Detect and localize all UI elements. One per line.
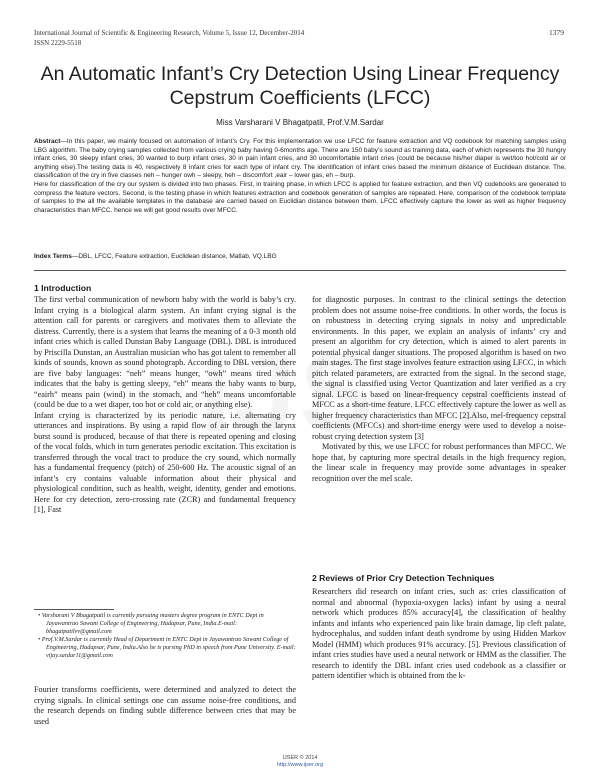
page-number: 1379 (549, 28, 564, 37)
footnote-1-text: Varsharani V Bhagatpatil is currently pursuing masters degree program in ENTC Dept in Jayawantrao Sawant College of Engineering, Hadapsar, Pune, India.E-mail: bhagatpatilvv@gmail.com (41, 612, 264, 635)
intro-paragraph-3: Fourier transforms coefficients, were determined and analyzed to detect the crying signals. In clinical settings one can assume noise-free conditions, and the research depends on finding subtle difference between cries that may be used (34, 685, 296, 726)
footnotes (34, 612, 296, 660)
footer-url: http://www.ijser.org (276, 762, 324, 768)
journal-header (34, 28, 304, 48)
abstract-label: Abstract (34, 138, 61, 145)
footnote-divider (34, 609, 114, 610)
intro-paragraph-1: The first verbal communication of newborn baby with the world is baby’s cry. Infant crying is a biological alarm system. An infant crying signal is the attention call for parents or caregivers and motivates them to alleviate the distress. Currently, there is a system that learns the meaning of a 0-3 month old infant cries which is called Dunstan Baby Language (DBL). DBL is introduced by Priscilla Dunstan, an Australian musician who has got talent to remember all kinds of sounds, known as sound photograph. According to DBL version, there are five baby languages: “neh” means hunger, “owh” means tired which indicates that the baby is getting sleepy, “eh” means the baby wants to burp, “eairh” means pain (wind) in the stomach, and “heh” means uncomfortable (could be due to a wet diaper, too hot or cold air, or anything else). (34, 295, 296, 409)
footnote-1: • Varsharani V Bhagatpatil is currently pursuing masters degree program in ENTC Dept in Jayawantrao Sawant College of Engineering, Hadapsar, Pune, India.E-mail: bhagatpatilvv@gmail.com (38, 612, 264, 635)
journal-info: International Journal of Scientific & Engineering Research, Volume 5, Issue 12, December-2014 (34, 29, 305, 37)
abstract (34, 138, 566, 215)
index-terms-label: Index Terms (34, 253, 72, 260)
abstract-paragraph-1 (34, 138, 566, 181)
left-column (34, 295, 296, 516)
section-1-heading: 1 Introduction (34, 283, 92, 293)
right-column (312, 295, 566, 484)
footer-copyright: IJSER © 2014 (282, 755, 318, 761)
index-terms-text: —DBL, LFCC, Feature extraction, Euclidean distance, Matlab, VQ,LBG (71, 253, 277, 260)
right-column-bottom (312, 587, 566, 682)
review-paragraph-1: Researchers did research on infant cries, such as: cries classification of normal and abnormal (hypoxia-oxygen lacks) infant by using a neural network which produces 85% accuracy[4], the classification of healthy infants and infants who experienced pain like brain damage, lip cleft palate, hydrocephalus, and sudden infant death syndrome by using Hidden Markov Model (HMM) which produces 91% accuracy. [5]. Previous classification of infant cries studies have used a neural network or HMM as the classifier. The research to identify the DBL infant cries used codebook as a classifier or pattern identifier which is obtained from the k- (312, 587, 566, 680)
paper-title: An Automatic Infant’s Cry Detection Using Linear Frequency Cepstrum Coefficients (LFCC) (40, 63, 560, 109)
journal-issn: ISSN 2229-5518 (34, 39, 82, 47)
intro-paragraph-4: for diagnostic purposes. In contrast to the clinical settings the detection problem does not assume noise-free conditions. In other words, the focus is on robustness in detecting crying signals in noisy and unpredictable environments. In this paper, we explain an analysis of infants’ cry and present an algorithm for cry detection, which is aimed to alert parents in potential physical danger situations. The proposed algorithm is based on two main stages. The first stage involves feature extraction using LFCC, in which pitch related parameters, are extracted from the signal. In the second stage, the signal is classified using Vector Quantization and later verified as a cry signal. LFCC is based on linear-frequency cepstral coefficients instead of MFCC as a short-time feature. LFCC effectively capture the lower as well as higher frequency characteristics than MFCC [2].Also, mel-frequency cepstral coefficients (MFCCs) and short-time energy were used to develop a noise-robust crying detection system [3] (312, 295, 566, 441)
left-column-bottom (34, 685, 296, 727)
abstract-paragraph-2: Here for classification of the cry our system is divided into two phases. First, in training phase, in which LFCC is applied for feature extraction, and then VQ codebooks are generated to compress the feature vectors. Second, is the testing phase in which features extraction and codebook generation of samples are repeated. Here, comparison of the codebook template of samples to the all the available templates in the database are carried based on Euclidian distance between them. LFCC effectively capture the lower as well as higher frequency characteristics than MFCC. hence we will get good results over MFCC. (34, 180, 566, 214)
intro-paragraph-2: Infant crying is characterized by its periodic nature, i.e. alternating cry utterances and inspirations. By using a rapid flow of air through the larynx burst sound is produced, because of that there is repeated opening and closing of the vocal folds, which in turn generates periodic excitation. This excitation is transferred through the vocal tract to produce the cry sound, which normally has a fundamental frequency (pitch) of 250-600 Hz. The acoustic signal of an infant’s cry contains valuable information about their physical and physiological condition, such as health, weight, identity, gender and emotions. Here for cry detection, zero-crossing rate (ZCR) and fundamental frequency [1], Fast (34, 410, 296, 514)
page-footer (0, 755, 600, 769)
section-2-heading: 2 Reviews of Prior Cry Detection Techniques (312, 573, 495, 583)
footnote-2: • Prof.V.M.Sardar is currently Head of Department in ENTC Dept in Jayawantrao Sawant College of Engineering, Hadapsar, Pune, India.Also he is pursing PhD in speech from Pune University. E-mail: vijay.sardar11@gmail.com (38, 636, 296, 659)
paper-authors: Miss Varsharani V Bhagatpatil, Prof.V.M.Sardar (216, 118, 384, 127)
header-divider (34, 270, 566, 271)
footnote-2-text: Prof.V.M.Sardar is currently Head of Department in ENTC Dept in Jayawantrao Sawant College of Engineering, Hadapsar, Pune, India.Also he is pursing PhD in speech from Pune University. E-mail: vijay.sardar11@gmail.com (41, 636, 296, 659)
abstract-text-1: —In this paper, we mainly focused on automation of Infant’s Cry. For this implementation we use LFCC for feature extraction and VQ codebook for matching samples using LBG algorithm. The baby crying samples collected from various crying baby having 0-6months age. There are 150 baby’s sound as training data, each of which represents the 30 hungry infant cries, 30 sleepy infant cries, 30 wanted to burp infant cries, 30 in pain infant cries, and 30 uncomfortable infant cries (could be because his/her diaper is wet/too hot/cold air or anything else).The testing data is 40, respectively 8 infant cries for each type of infant cry. The identification of infant cries based the minimum distance of Euclidean distance. The, classification of the cry in five classes neh – hunger owh – sleepy, heh – discomfort ,eair – lower gas, eh – burp. (34, 138, 566, 180)
index-terms (34, 253, 566, 262)
intro-paragraph-5: Motivated by this, we use LFCC for robust performances than MFCC. We hope that, by capturing more spectral details in the high frequency region, the linear scale in frequency may provide some advantages in speaker recognition over the mel scale. (312, 442, 566, 483)
